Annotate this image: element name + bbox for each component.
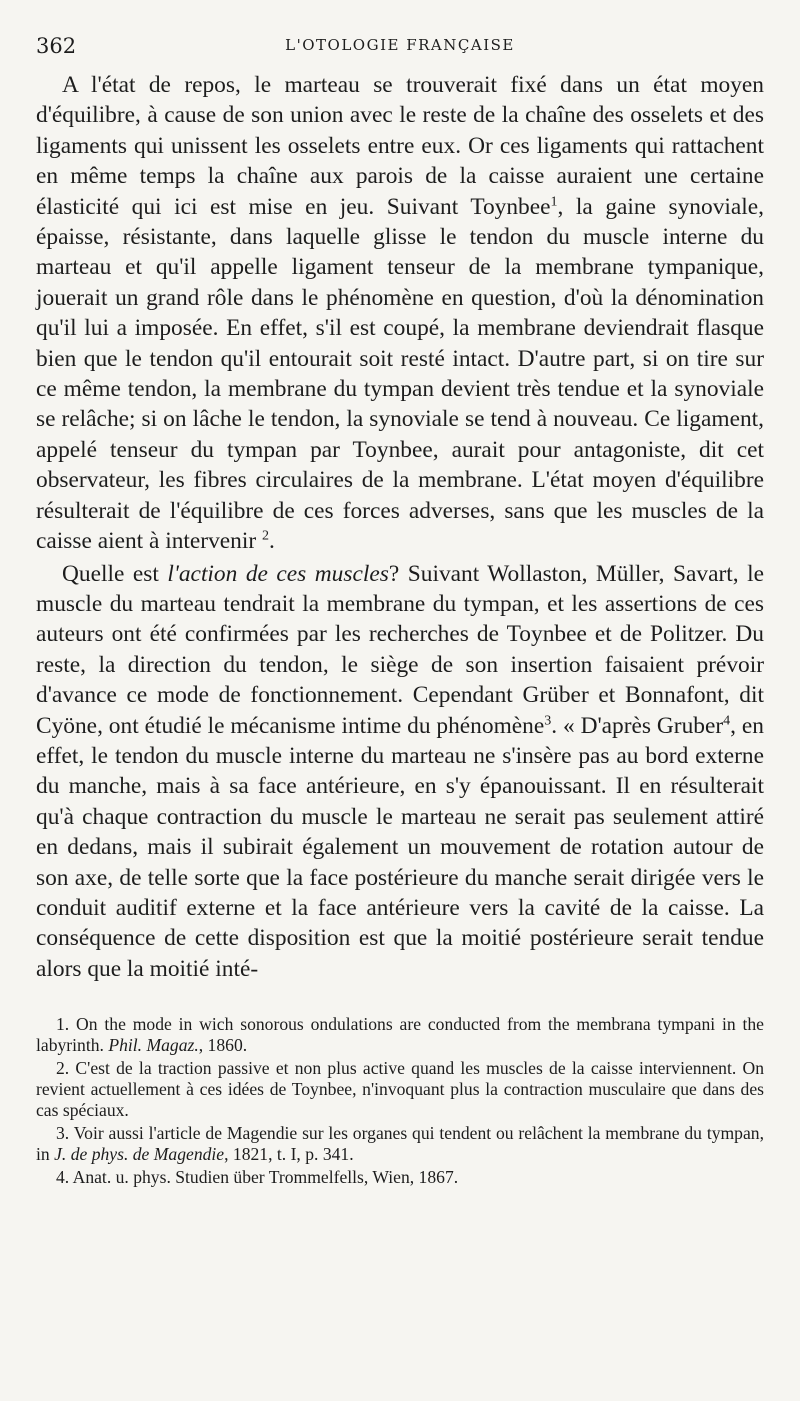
paragraph [36,559,764,985]
footnote-ref: 3 [544,712,552,729]
footnotes [36,1014,764,1188]
text-run: 4. Anat. u. phys. Studien über Trommelfells, Wien, 1867. [56,1167,459,1188]
paragraph [36,70,764,557]
text-run: . [269,528,275,555]
text-run: . « D'après Gruber [551,712,724,739]
text-run: , 1821, t. I, p. 341. [224,1144,354,1165]
footnote-ref: 1 [550,193,558,210]
page-number: 362 [36,34,77,58]
footnote [36,1167,764,1188]
footnote [36,1058,764,1121]
text-run: , en effet, le tendon du muscle interne du marteau ne s'insère pas au bord externe du manche, mais à sa face antérieure, en s'y épanouissant. Il en résulterait qu'à chaque contraction du muscle le marteau ne serait pas seulement attiré en dedans, mais il subirait également un mouvement de rotation autour de son axe, de telle sorte que la face postérieure du manche serait dirigée vers le conduit auditif externe et la face antérieure vers la cavité de la caisse. La conséquence de cette disposition est que la moitié postérieure serait tendue alors que la moitié inté- [36,712,764,982]
footnote [36,1014,764,1056]
text-run: ? Suivant Wollaston, Müller, Savart, le muscle du marteau tendrait la membrane du tympan, et les assertions de ces auteurs ont été confirmées par les recherches de Toynbee et de Politzer. Du reste, la direction du tendon, le siège de son insertion faisaient prévoir d'avance ce mode de fonctionnement. Cependant Grüber et Bonnafont, dit Cyöne, ont étudié le mécanisme intime du phénomène [36,560,765,739]
italic-text: l'action de ces muscles [167,560,389,587]
italic-text: J. de phys. de Magendie [54,1144,225,1165]
text-run: 1. On the mode in wich sonorous ondulations are conducted from the membrana tympani in the labyrinth. [36,1014,764,1056]
text-run: 2. C'est de la traction passive et non plus active quand les muscles de la caisse interviennent. On revient actuellement à ces idées de Toynbee, n'invoquant plus la contraction musculaire que dans des cas spéciaux. [36,1058,764,1121]
italic-text: Phil. Magaz. [108,1035,199,1056]
text-run: 3. Voir aussi l'article de Magendie sur les organes qui tendent ou relâchent la membrane du tympan, in [36,1123,764,1165]
footnote-ref: 2 [262,527,270,544]
footnote-ref: 4 [723,712,731,729]
footnote [36,1123,764,1165]
running-title: L'OTOLOGIE FRANÇAISE [285,36,515,54]
page-header [36,30,764,70]
text-run: A l'état de repos, le marteau se trouverait fixé dans un état moyen d'équilibre, à cause de son union avec le reste de la chaîne des osselets et des ligaments qui unissent les osselets entre eux. Or ces ligaments qui rattachent en même temps la chaîne aux parois de la caisse auraient une certaine élasticité qui ici est mise en jeu. Suivant Toynbee [36,72,764,220]
text-run: , la gaine synoviale, épaisse, résistante, dans laquelle glisse le tendon du muscle interne du marteau et qu'il appelle ligament tenseur de la membrane tympanique, jouerait un grand rôle dans le phénomène en question, d'où la dénomination qu'il lui a imposée. En effet, s'il est coupé, la membrane deviendrait flasque bien que le tendon qu'il entourait soit resté intact. D'autre part, si on tire sur ce même tendon, la membrane du tympan devient très tendue et la synoviale se relâche; si on lâche le tendon, la synoviale se tend à nouveau. Ce ligament, appelé tenseur du tympan par Toynbee, aurait pour antagoniste, dit cet observateur, les fibres circulaires de la membrane. L'état moyen d'équilibre résulterait de l'équilibre de ces forces adverses, sans que les muscles de la caisse aient à intervenir [36,193,765,555]
text-run: Quelle est [62,560,168,587]
text-run: , 1860. [198,1035,248,1056]
body-text [36,70,764,984]
